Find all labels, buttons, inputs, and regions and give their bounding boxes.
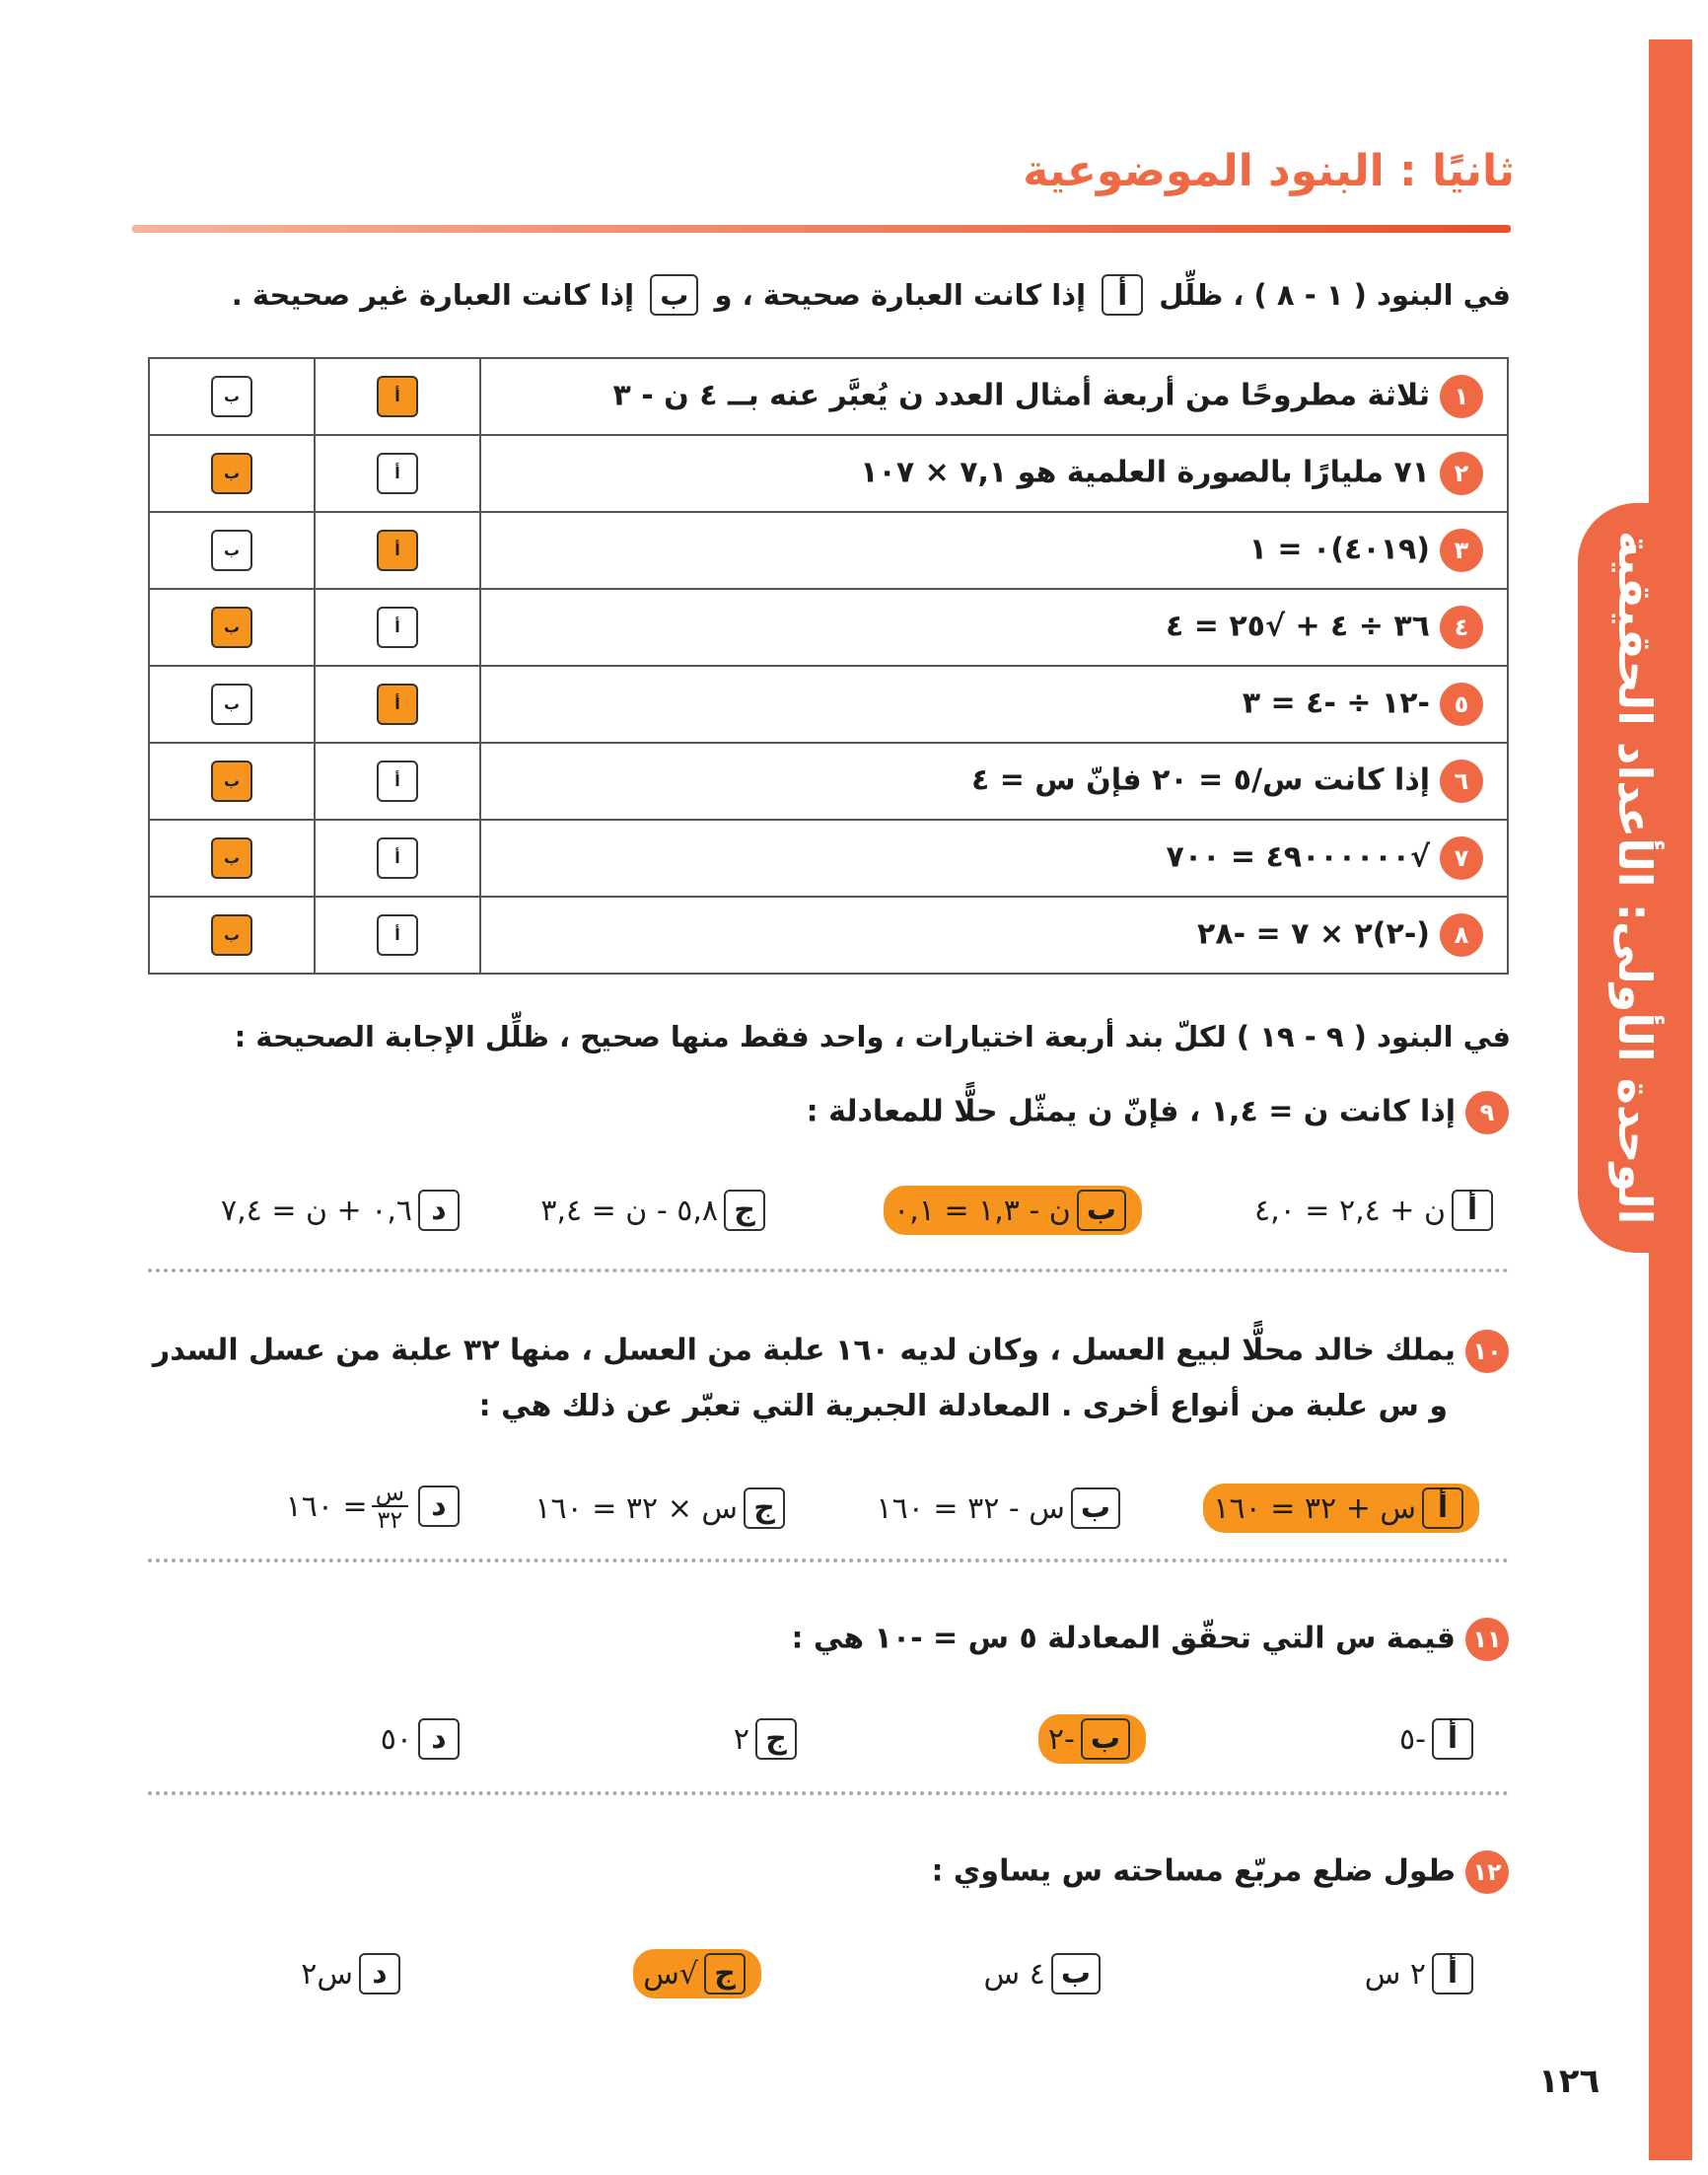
page-number: ١٢٦: [1538, 2062, 1601, 2101]
true-false-table: [148, 357, 1509, 975]
divider: [148, 1269, 1509, 1272]
q12-choice-c[interactable]: ج √س: [633, 1949, 761, 1998]
divider: [148, 1559, 1509, 1562]
q11-choice-b[interactable]: ب -٢: [1038, 1714, 1146, 1764]
tf-option-a[interactable]: أ: [315, 820, 480, 897]
tf-option-b[interactable]: ب: [149, 358, 315, 435]
question-10-line2: و س علبة من أنواع أخرى . المعادلة الجبرية التي تعبّر عن ذلك هي :: [478, 1389, 1448, 1423]
q9-choice-c[interactable]: ج ٥,٨ - ن = ٣,٤: [540, 1190, 771, 1231]
tf-option-b[interactable]: ب: [149, 512, 315, 589]
q12-choice-d[interactable]: د س٢: [301, 1953, 406, 1994]
tf-statement: ٢٧١ مليارًا بالصورة العلمية هو ٧,١ × ١٠٧: [480, 435, 1508, 512]
tf-option-a[interactable]: أ: [315, 512, 480, 589]
instruction-2: في البنود ( ٩ - ١٩ ) لكلّ بند أربعة اختيارات ، واحد فقط منها صحيح ، ظلِّل الإجابة الصحيحة :: [234, 1020, 1511, 1053]
tf-row: [149, 820, 1508, 897]
side-label: الوحدة الأولى: الأعداد الحقيقية: [1608, 531, 1662, 1225]
tf-row: [149, 358, 1508, 435]
divider: [148, 1791, 1509, 1795]
question-10: ١٠يملك خالد محلًّا لبيع العسل ، وكان لديه ١٦٠ علبة من العسل ، منها ٣٢ علبة من عسل السدر: [153, 1330, 1509, 1373]
q10-choice-c[interactable]: ج س × ٣٢ = ١٦٠: [534, 1487, 791, 1529]
q9-choice-b[interactable]: ب ن - ١,٣ = ٠,١: [884, 1186, 1142, 1235]
q10-choice-d[interactable]: د $\frac{\text{س}}{٣٢}$ = ١٦٠: [286, 1480, 465, 1533]
q11-choice-a[interactable]: أ -٥: [1399, 1718, 1479, 1760]
tf-row: [149, 666, 1508, 743]
q12-choice-b[interactable]: ب ٤ س: [984, 1953, 1106, 1994]
tf-option-a[interactable]: أ: [315, 435, 480, 512]
tf-option-b[interactable]: ب: [149, 666, 315, 743]
tf-option-b[interactable]: ب: [149, 435, 315, 512]
q10-choice-b[interactable]: ب س - ٣٢ = ١٦٠: [877, 1487, 1126, 1529]
tf-statement: ٥-١٢ ÷ -٤ = ٣: [480, 666, 1508, 743]
tf-option-b[interactable]: ب: [149, 897, 315, 974]
q11-choice-d[interactable]: د ٥٠: [381, 1718, 465, 1760]
tf-option-a[interactable]: أ: [315, 666, 480, 743]
tf-option-b[interactable]: ب: [149, 743, 315, 820]
side-tab: [1578, 503, 1692, 1253]
tf-option-a[interactable]: أ: [315, 897, 480, 974]
q9-choice-a[interactable]: أ ن + ٢,٤ = ٤,٠: [1254, 1190, 1499, 1231]
tf-option-b[interactable]: ب: [149, 820, 315, 897]
section-title: ثانيًا : البنود الموضوعية: [1023, 146, 1515, 196]
tf-statement: ٨(-٢)٢ × ٧ = -٢٨: [480, 897, 1508, 974]
tf-option-a[interactable]: أ: [315, 743, 480, 820]
tf-statement: ١ثلاثة مطروحًا من أربعة أمثال العدد ن يُعبَّر عنه بــ ٤ ن - ٣: [480, 358, 1508, 435]
q12-choice-a[interactable]: أ ٢ س: [1365, 1953, 1479, 1994]
tf-statement: ٧√٤٩٠٠٠٠٠٠ = ٧٠٠: [480, 820, 1508, 897]
tf-option-a[interactable]: أ: [315, 589, 480, 666]
q11-choice-c[interactable]: ج ٢: [734, 1718, 803, 1760]
q9-choice-d[interactable]: د ٠,٦ + ن = ٧,٤: [221, 1190, 465, 1231]
tf-row: [149, 435, 1508, 512]
question-11: ١١قيمة س التي تحقّق المعادلة ٥ س = -١٠ هي :: [791, 1618, 1509, 1661]
question-12: ١٢طول ضلع مربّع مساحته س يساوي :: [931, 1850, 1509, 1894]
title-rule: [132, 225, 1511, 233]
q10-choice-a[interactable]: أ س + ٣٢ = ١٦٠: [1203, 1484, 1479, 1533]
tf-statement: ٣(٤٠١٩)٠ = ١: [480, 512, 1508, 589]
tf-statement: ٤٣٦ ÷ ٤ + √٢٥ = ٤: [480, 589, 1508, 666]
tf-row: [149, 897, 1508, 974]
tf-statement: ٦إذا كانت س/٥ = ٢٠ فإنّ س = ٤: [480, 743, 1508, 820]
tf-row: [149, 512, 1508, 589]
tf-row: [149, 589, 1508, 666]
question-9: ٩إذا كانت ن = ١,٤ ، فإنّ ن يمثّل حلًّا للمعادلة :: [807, 1091, 1509, 1134]
tf-option-a[interactable]: أ: [315, 358, 480, 435]
tf-option-b[interactable]: ب: [149, 589, 315, 666]
tf-row: [149, 743, 1508, 820]
instruction-1: في البنود ( ١ - ٨ ) ، ظلِّل أ إذا كانت العبارة صحيحة ، و ب إذا كانت العبارة غير صحيحة .: [232, 274, 1511, 316]
